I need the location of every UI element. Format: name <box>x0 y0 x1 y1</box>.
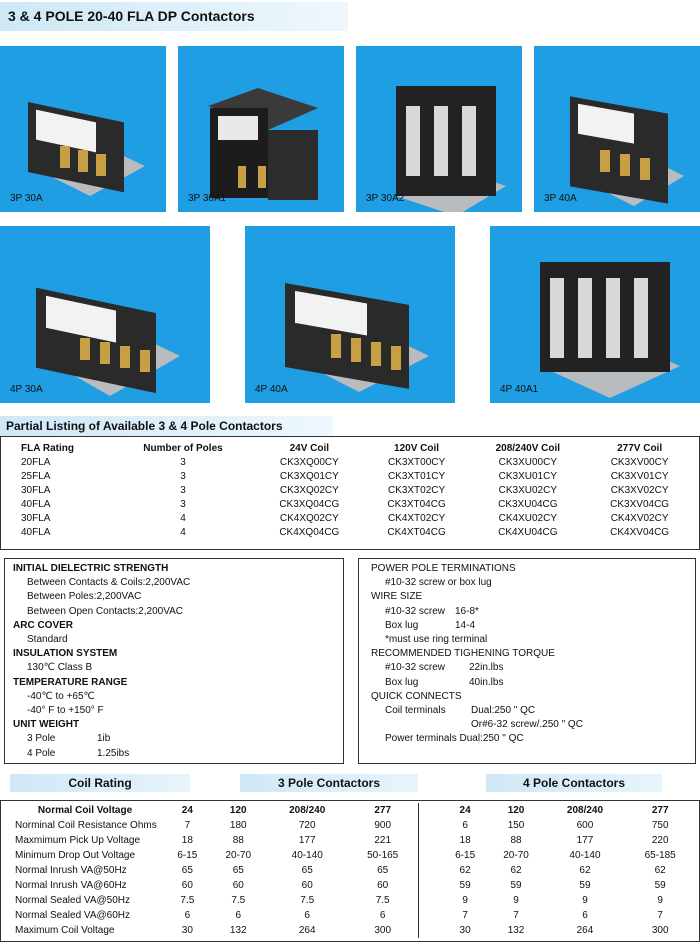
row-label: Normal Inrush VA@50Hz <box>15 865 127 876</box>
listing-table-box <box>0 436 700 550</box>
table-cell: 7 <box>513 910 519 921</box>
table-cell: CK4XQ04CG <box>279 526 340 538</box>
column-divider <box>418 803 443 818</box>
table-cell: 150 <box>507 820 525 831</box>
table-cell: 6 <box>235 910 242 921</box>
table-cell: 3 <box>180 470 186 482</box>
table-cell: 6 <box>582 910 588 921</box>
spec-line <box>371 605 695 619</box>
product-photo-3p-40a <box>534 46 700 212</box>
spec-line: Standard <box>27 634 68 646</box>
table-cell: CK3XU02CY <box>498 484 557 496</box>
table-row <box>5 848 695 863</box>
table-cell: 221 <box>374 835 392 846</box>
table-cell: 88 <box>510 835 522 846</box>
table-cell: 750 <box>651 820 669 831</box>
product-photo-4p-40a <box>245 226 455 403</box>
row-label: Norminal Coil Resistance Ohms <box>15 820 157 831</box>
table-cell: 62 <box>510 865 522 876</box>
column-header: FLA Rating <box>21 442 74 454</box>
table-row <box>7 497 693 511</box>
table-row <box>5 878 695 893</box>
table-cell: 62 <box>654 865 666 876</box>
column-header: 277 <box>374 805 392 816</box>
photo-caption: 3P 30A <box>10 193 43 204</box>
table-cell: CK3XU01CY <box>498 470 557 482</box>
table-cell: CK4XU04CG <box>498 526 558 538</box>
table-row <box>7 483 693 497</box>
table-row <box>7 469 693 483</box>
table-cell: 9 <box>462 895 468 906</box>
table-cell: 6 <box>462 820 468 831</box>
table-cell: CK3XU00CY <box>498 456 557 468</box>
table-cell: 177 <box>298 835 316 846</box>
table-cell: 9 <box>582 895 588 906</box>
spec-value: Dual:250 " QC <box>471 705 536 717</box>
column-divider <box>418 908 443 923</box>
row-label: Minimum Drop Out Voltage <box>15 850 136 861</box>
table-cell: 6-15 <box>455 850 476 861</box>
page-title: 3 & 4 POLE 20-40 FLA DP Contactors <box>8 8 255 24</box>
product-photo-3p-30a <box>0 46 166 212</box>
spec-value: 1ib <box>97 733 111 745</box>
coil-table-box <box>0 800 700 942</box>
spec-value: 14-4 <box>455 619 476 631</box>
photo-caption: 3P 30A1 <box>188 193 227 204</box>
spec-label: 3 Pole <box>27 733 56 745</box>
table-cell: 300 <box>651 925 669 936</box>
photo-caption: 4P 30A <box>10 384 43 395</box>
product-photo-4p-30a <box>0 226 210 403</box>
table-cell: CK3XQ01CY <box>279 470 339 482</box>
table-cell: 300 <box>374 925 392 936</box>
table-row <box>5 863 695 878</box>
column-header: Normal Coil Voltage <box>37 805 133 816</box>
table-cell: 60 <box>301 880 313 891</box>
table-cell: CK4XV04CG <box>610 526 670 538</box>
spec-heading: TEMPERATURE RANGE <box>13 676 128 688</box>
table-cell: 50-165 <box>367 850 399 861</box>
table-cell: 3 <box>180 456 186 468</box>
column-header: 208/240 <box>566 805 604 816</box>
table-row <box>5 893 695 908</box>
spec-line: Between Poles:2,200VAC <box>27 591 142 603</box>
row-label: Normal Sealed VA@60Hz <box>15 910 131 921</box>
table-cell: 65 <box>301 865 313 876</box>
table-cell: CK3XQ04CG <box>279 498 340 510</box>
column-divider <box>418 818 443 833</box>
column-header: 120V Coil <box>394 442 440 454</box>
column-divider <box>418 878 443 893</box>
photo-caption: 3P 40A <box>544 193 577 204</box>
spec-label: #10-32 screw <box>385 662 446 674</box>
row-label: Normal Sealed VA@50Hz <box>15 895 131 906</box>
spec-line <box>371 661 695 675</box>
table-cell: 59 <box>510 880 522 891</box>
spec-line <box>13 747 343 761</box>
column-header: 208/240 <box>289 805 326 816</box>
title-banner <box>0 2 348 31</box>
table-cell: 132 <box>507 925 525 936</box>
table-cell: 40-140 <box>291 850 323 861</box>
table-cell: 25FLA <box>21 470 51 482</box>
table-row <box>7 525 693 539</box>
table-cell: 59 <box>459 880 471 891</box>
column-divider <box>418 833 443 848</box>
column-header: 120 <box>507 805 525 816</box>
column-header: 24 <box>459 805 471 816</box>
listing-table <box>7 441 693 539</box>
spec-line <box>371 704 695 718</box>
table-cell: 9 <box>513 895 519 906</box>
table-cell: 65 <box>181 865 193 876</box>
row-label: Maxmimum Pick Up Voltage <box>15 835 141 846</box>
spec-label: Coil terminals <box>385 705 446 717</box>
spec-line: Power terminals Dual:250 " QC <box>385 733 524 745</box>
spec-line <box>371 619 695 633</box>
table-row <box>5 833 695 848</box>
table-row <box>5 818 695 833</box>
table-cell: 9 <box>657 895 663 906</box>
table-cell: 65-185 <box>644 850 676 861</box>
spec-label: 4 Pole <box>27 747 56 759</box>
contactor-image <box>356 46 522 212</box>
table-cell: 7 <box>657 910 663 921</box>
table-cell: 62 <box>459 865 471 876</box>
table-cell: CK4XU02CY <box>498 512 557 524</box>
contactor-image <box>178 46 344 212</box>
contactor-image <box>490 226 700 403</box>
column-header: 208/240V Coil <box>495 442 561 454</box>
table-cell: 7 <box>462 910 468 921</box>
table-cell: CK3XV01CY <box>610 470 669 482</box>
table-cell: 59 <box>579 880 591 891</box>
table-cell: 3 <box>180 484 186 496</box>
table-cell: 264 <box>298 925 316 936</box>
spec-heading: INITIAL DIELECTRIC STRENGTH <box>13 563 169 574</box>
column-header: 277V Coil <box>617 442 663 454</box>
contactor-image <box>245 226 455 403</box>
table-cell: CK3XV00CY <box>610 456 669 468</box>
table-row <box>5 923 695 938</box>
table-cell: 7 <box>184 820 191 831</box>
table-cell: 7.5 <box>231 895 246 906</box>
table-cell: CK4XT02CY <box>387 512 446 524</box>
product-photo-3p-30a2 <box>356 46 522 212</box>
table-cell: 6 <box>379 910 386 921</box>
table-cell: CK3XU04CG <box>498 498 558 510</box>
spec-note: *must use ring terminal <box>385 634 488 646</box>
column-header: Number of Poles <box>143 442 223 454</box>
contactor-image <box>534 46 700 212</box>
listing-header-row <box>7 441 693 455</box>
spec-line: 130℃ Class B <box>27 662 93 674</box>
table-cell: 62 <box>579 865 591 876</box>
table-cell: CK3XQ02CY <box>279 484 339 496</box>
table-cell: 7.5 <box>300 895 315 906</box>
spec-line: Between Open Contacts:2,200VAC <box>27 605 184 617</box>
table-cell: 30 <box>181 925 193 936</box>
spec-line: Between Contacts & Coils:2,200VAC <box>27 577 191 589</box>
spec-heading: WIRE SIZE <box>371 591 423 603</box>
row-label: Normal Inrush VA@60Hz <box>15 880 127 891</box>
table-cell: 3 <box>180 498 186 510</box>
table-cell: 40-140 <box>569 850 601 861</box>
table-cell: 4 <box>180 526 186 538</box>
table-cell: 40FLA <box>21 526 51 538</box>
table-cell: CK4XV02CY <box>610 512 669 524</box>
listing-title: Partial Listing of Available 3 & 4 Pole Contactors <box>6 419 283 433</box>
table-cell: 60 <box>232 880 244 891</box>
spec-label: Box lug <box>385 619 419 631</box>
table-cell: 720 <box>298 820 316 831</box>
table-cell: 6 <box>304 910 310 921</box>
product-photo-3p-30a1 <box>178 46 344 212</box>
table-cell: 30FLA <box>21 484 51 496</box>
table-cell: 60 <box>377 880 389 891</box>
table-cell: CK3XT04CG <box>387 498 446 510</box>
table-cell: 20-70 <box>503 850 529 861</box>
table-cell: 7.5 <box>180 895 195 906</box>
column-divider <box>418 848 443 863</box>
table-cell: CK3XV02CY <box>610 484 669 496</box>
table-cell: 20-70 <box>225 850 252 861</box>
table-cell: CK3XT00CY <box>387 456 446 468</box>
row-label: Maximum Coil Voltage <box>15 925 115 936</box>
table-cell: 40FLA <box>21 498 51 510</box>
spec-line: #10-32 screw or box lug <box>385 577 492 589</box>
four-pole-banner: 4 Pole Contactors <box>486 774 662 792</box>
table-cell: 177 <box>576 835 594 846</box>
spec-label: Box lug <box>385 676 419 688</box>
spec-heading: POWER POLE TERMINATIONS <box>371 563 516 574</box>
spec-heading: RECOMMENDED TIGHENING TORQUE <box>371 648 555 660</box>
table-cell: CK3XQ00CY <box>279 456 339 468</box>
spec-value: 16-8* <box>455 605 479 617</box>
table-cell: 132 <box>229 925 247 936</box>
table-cell: 264 <box>576 925 594 936</box>
coil-header-row <box>5 803 695 818</box>
column-header: 277 <box>651 805 669 816</box>
table-cell: 6-15 <box>177 850 198 861</box>
table-cell: 65 <box>377 865 389 876</box>
table-cell: 220 <box>651 835 669 846</box>
column-divider <box>418 863 443 878</box>
specs-right-box <box>358 558 696 764</box>
photo-caption: 4P 40A1 <box>500 384 539 395</box>
table-row <box>5 908 695 923</box>
table-cell: 180 <box>229 820 247 831</box>
spec-line <box>371 676 695 690</box>
listing-banner <box>0 416 333 436</box>
spec-line: Or#6-32 screw/.250 " QC <box>471 719 583 731</box>
table-cell: CK3XV04CG <box>610 498 670 510</box>
coil-table <box>5 803 695 938</box>
table-cell: CK4XQ02CY <box>279 512 339 524</box>
spec-heading: INSULATION SYSTEM <box>13 648 118 660</box>
table-cell: 60 <box>181 880 193 891</box>
spec-value: 1.25ibs <box>97 747 130 759</box>
table-cell: 18 <box>181 835 193 846</box>
table-cell: 4 <box>180 512 186 524</box>
product-photo-4p-40a1 <box>490 226 700 403</box>
column-divider <box>418 893 443 908</box>
table-row <box>7 455 693 469</box>
table-cell: 900 <box>374 820 392 831</box>
spec-value: 40in.lbs <box>469 676 504 688</box>
table-cell: CK4XT04CG <box>387 526 446 538</box>
spec-heading: ARC COVER <box>13 619 74 631</box>
table-cell: 600 <box>576 820 594 831</box>
table-cell: 59 <box>654 880 666 891</box>
contactor-image <box>0 46 166 212</box>
table-cell: 18 <box>459 835 471 846</box>
table-cell: 30 <box>459 925 471 936</box>
photo-caption: 4P 40A <box>255 384 288 395</box>
column-header: 24 <box>181 805 193 816</box>
specs-left-box <box>4 558 344 764</box>
contactor-image <box>0 226 210 403</box>
spec-heading: UNIT WEIGHT <box>13 719 80 731</box>
table-cell: 65 <box>232 865 244 876</box>
table-cell: 7.5 <box>375 895 390 906</box>
table-cell: 30FLA <box>21 512 51 524</box>
table-cell: 88 <box>232 835 244 846</box>
table-cell: CK3XT02CY <box>387 484 446 496</box>
table-cell: CK3XT01CY <box>387 470 446 482</box>
coil-rating-banner: Coil Rating <box>10 774 190 792</box>
table-row <box>7 511 693 525</box>
photo-caption: 3P 30A2 <box>366 193 405 204</box>
spec-line: -40℃ to +65℃ <box>27 690 95 702</box>
spec-line: -40° F to +150° F <box>27 705 104 717</box>
table-cell: 6 <box>184 910 191 921</box>
three-pole-banner: 3 Pole Contactors <box>240 774 418 792</box>
table-cell: 20FLA <box>21 456 51 468</box>
column-divider <box>418 923 443 938</box>
spec-line <box>13 732 343 746</box>
spec-heading: QUICK CONNECTS <box>371 690 462 702</box>
spec-value: 22in.lbs <box>469 662 504 674</box>
column-header: 24V Coil <box>289 442 330 454</box>
spec-label: #10-32 screw <box>385 605 446 617</box>
column-header: 120 <box>229 805 247 816</box>
